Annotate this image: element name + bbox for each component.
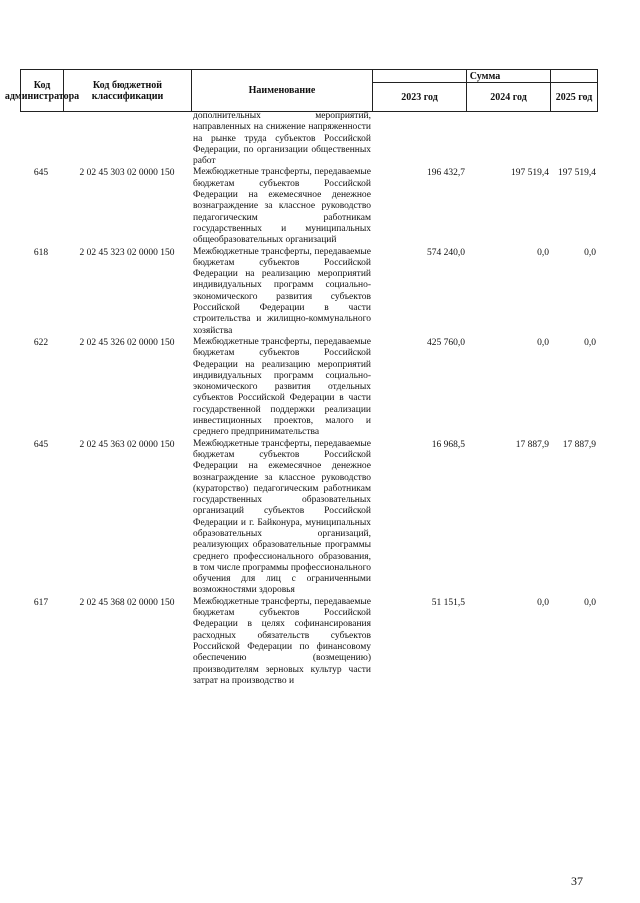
value-2023-cell: 51 151,5 xyxy=(431,597,465,608)
header-kbk-code: Код бюджетной классификации xyxy=(91,79,164,102)
value-2025-cell: 17 887,9 xyxy=(562,439,596,450)
value-2023-cell: 196 432,7 xyxy=(427,168,465,179)
admin-code-cell: 645 xyxy=(33,168,49,179)
value-2024-cell: 17 887,9 xyxy=(515,439,549,450)
table-header xyxy=(4,69,598,112)
header-year-2023: 2023 год xyxy=(401,91,438,103)
page-number: 37 xyxy=(571,874,583,888)
value-2025-cell: 0,0 xyxy=(584,337,596,348)
kbk-code-cell: 2 02 45 303 02 0000 150 xyxy=(79,168,175,179)
value-2024-cell: 0,0 xyxy=(537,597,549,608)
name-cell: Межбюджетные трансферты, передаваемые бюджетам субъектов Российской Федерации в целях софинансирования расходных обязательств субъектов Российской Федерации по финансовому обеспечению (возмещению) производителям зерновых культур части затрат на производство и xyxy=(193,596,371,686)
table-row xyxy=(20,167,598,246)
name-cell: Межбюджетные трансферты, передаваемые бюджетам субъектов Российской Федерации на реализацию мероприятий индивидуальных программ социально-экономического развития субъектов Российской Федерации в части строительства и жилищно-коммунального хозяйства xyxy=(193,246,371,336)
admin-code-cell: 617 xyxy=(33,597,49,608)
kbk-code-cell: 2 02 45 368 02 0000 150 xyxy=(79,597,175,608)
header-name: Наименование xyxy=(248,85,316,96)
header-year-2024: 2024 год xyxy=(490,91,527,103)
value-2024-cell: 197 519,4 xyxy=(511,168,549,179)
table-row xyxy=(20,597,598,687)
header-sum: Сумма xyxy=(469,70,501,82)
value-2023-cell: 425 760,0 xyxy=(427,337,465,348)
kbk-code-cell: 2 02 45 323 02 0000 150 xyxy=(79,247,175,258)
value-2024-cell: 0,0 xyxy=(537,337,549,348)
value-2025-cell: 197 519,4 xyxy=(558,168,596,179)
value-2023-cell: 574 240,0 xyxy=(427,247,465,258)
name-cell: дополнительных мероприятий, направленных на снижение напряженности на рынке труда субъектов Российской Федерации, по организации общественных работ xyxy=(193,111,371,167)
table-row xyxy=(20,111,598,167)
name-cell: Межбюджетные трансферты, передаваемые бюджетам субъектов Российской Федерации на ежемесячное денежное вознаграждение за классное руководство педагогическим работникам государственных и муниципальных общеобразовательных организаций xyxy=(193,167,371,246)
value-2025-cell: 0,0 xyxy=(584,597,596,608)
table-row xyxy=(20,337,598,439)
admin-code-cell: 645 xyxy=(33,439,49,450)
admin-code-cell: 622 xyxy=(33,337,49,348)
table-row xyxy=(20,439,598,597)
kbk-code-cell: 2 02 45 326 02 0000 150 xyxy=(79,337,175,348)
value-2024-cell: 0,0 xyxy=(537,247,549,258)
admin-code-cell: 618 xyxy=(33,247,49,258)
name-cell: Межбюджетные трансферты, передаваемые бюджетам субъектов Российской Федерации на реализацию мероприятий индивидуальных программ социально-экономического развития отдельных субъектов Российской Федерации в части государственной поддержки реализации инвестиционных проектов, малого и среднего предпринимательства xyxy=(193,336,371,438)
name-cell: Межбюджетные трансферты, передаваемые бюджетам субъектов Российской Федерации на ежемесячное денежное вознаграждение за классное руководство (кураторство) педагогическим работникам государственных образовательных организаций субъектов Российской Федерации и г. Байконура, муниципальных образовательных организаций, реализующих образовательные программы среднего профессионального образования, в том числе программы профессионального обучения для лиц с ограниченными возможностями здоровья xyxy=(193,438,371,596)
table-body xyxy=(20,111,598,687)
value-2025-cell: 0,0 xyxy=(584,247,596,258)
header-year-2025: 2025 год xyxy=(555,91,593,103)
kbk-code-cell: 2 02 45 363 02 0000 150 xyxy=(79,439,175,450)
value-2023-cell: 16 968,5 xyxy=(431,439,465,450)
table-row xyxy=(20,247,598,337)
header-admin-code: Код администратора xyxy=(4,79,80,102)
